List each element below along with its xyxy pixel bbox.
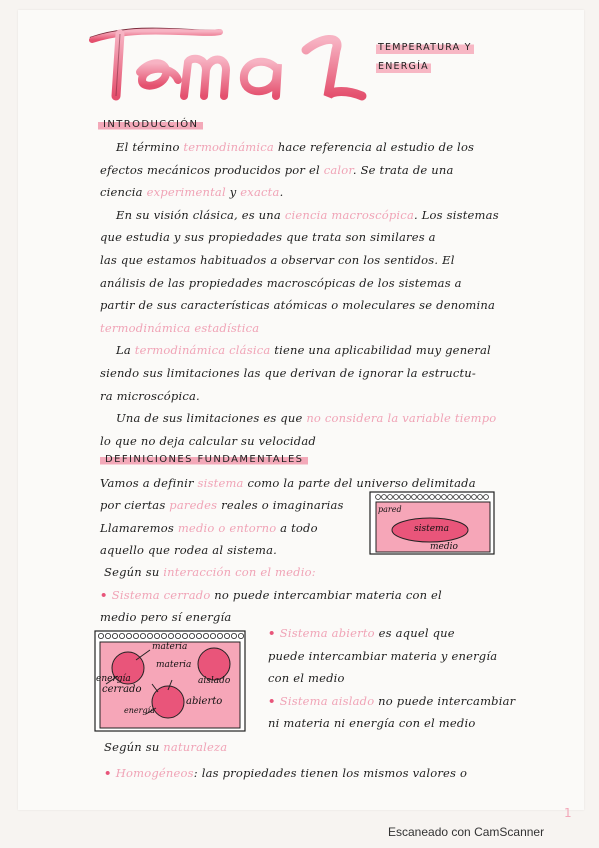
highlighted-term: Sistema cerrado [111,587,211,602]
highlighted-term: termodinámica estadística [100,320,260,335]
text-fragment: Según su [104,740,164,754]
highlighted-term: ciencia macroscópica [284,207,414,222]
highlighted-term: medio o entorno [177,520,277,535]
highlighted-term: calor [323,162,353,177]
highlighted-term: sistema [197,476,244,490]
text-fragment: aquello que rodea al sistema. [100,542,278,557]
highlighted-term: termodinámica clásica [134,343,271,358]
lines-line [100,434,316,448]
lines-line [116,140,474,154]
lines-line [100,389,200,403]
text-fragment: ra microscópica. [100,388,200,403]
text-fragment: es aquel que [374,626,455,640]
text-fragment: . [279,185,284,200]
highlighted-term: interacción con el medio: [163,565,316,580]
medio-label: medio [430,542,458,552]
lines-line [116,411,496,425]
text-fragment: no puede intercambiar materia con el [210,587,442,602]
cerrado-label: cerrado [102,684,142,695]
lines-line [100,298,495,312]
text-fragment: : las propiedades tienen los mismos valores o [193,766,468,780]
highlighted-term: exacta [240,185,280,200]
text-fragment: Según su [104,565,164,580]
text-fragment: Una de sus limitaciones es que [116,411,307,426]
def-lines-line [104,565,316,579]
right-lines-line [268,694,515,708]
text-fragment: • [100,587,112,602]
highlighted-term: Homogéneos [115,766,194,780]
def-lines-line [100,476,476,490]
def-lines-line [100,521,318,535]
def-lines-line [100,588,442,602]
subtitle-line1: TEMPERATURA Y [376,38,474,57]
text-fragment: lo que no deja calcular su velocidad [100,433,316,448]
intro-heading: INTRODUCCIÓN [98,118,203,131]
right-lines-line [268,716,475,730]
materia-label-2: materia [156,660,192,670]
highlighted-term: Sistema aislado [279,693,375,708]
scanner-watermark: Escaneado con CamScanner [388,825,545,839]
text-fragment: • [268,693,280,708]
text-fragment: por ciertas [100,498,170,513]
text-fragment: . Los sistemas [414,207,499,222]
text-fragment: • [104,766,116,780]
highlighted-term: termodinámica [183,140,274,154]
final-lines-line [104,740,227,754]
lines-line [100,253,455,267]
def-lines-line [100,610,231,624]
lines-line [100,230,436,244]
title-lettering [80,10,380,110]
text-fragment: no puede intercambiar [374,693,516,708]
text-fragment: partir de sus características atómicas o moleculares se denomina [100,298,496,313]
materia-label-1: materia [152,642,188,652]
system-types-diagram [94,630,246,732]
text-fragment: a todo [276,520,318,535]
text-fragment: • [268,626,280,640]
text-fragment: con el medio [268,671,345,685]
aislado-label: aislado [198,676,231,686]
highlighted-term: naturaleza [163,740,228,754]
text-fragment: efectos mecánicos producidos por el [100,162,324,177]
page-number: 1 [564,806,572,820]
text-fragment: En su visión clásica, es una [116,207,285,222]
right-lines-line [268,649,497,663]
text-fragment: Llamaremos [100,520,178,535]
lines-line [116,343,491,357]
text-fragment: reales o imaginarias [217,498,344,513]
lines-line [100,366,476,380]
def-lines-line [100,543,277,557]
energia-label-2: energía [124,706,155,715]
right-lines-line [268,626,455,640]
sistema-label: sistema [414,524,449,534]
abierto-label: abierto [186,696,223,707]
lines-line [100,321,259,335]
text-fragment: Vamos a definir [100,476,198,490]
text-fragment: las que estamos habituados a observar con los sentidos. El [100,253,455,267]
text-fragment: y [225,185,241,200]
text-fragment: que estudia y sus propiedades que trata son similares a [100,230,436,245]
text-fragment: ni materia ni energía con el medio [268,716,476,730]
lines-line [100,276,462,290]
text-fragment: siendo sus limitaciones las que derivan de ignorar la estructu- [100,366,476,380]
highlighted-term: experimental [146,185,226,200]
system-medium-diagram [368,490,496,556]
text-fragment: tiene una aplicabilidad muy general [270,343,491,358]
text-fragment: El término [116,140,184,154]
highlighted-term: paredes [169,498,218,513]
lines-line [100,185,283,199]
pared-label: pared [378,505,402,514]
text-fragment: como la parte del universo delimitada [243,476,476,490]
energia-label-1: energía [96,674,131,684]
text-fragment: análisis de las propiedades macroscópicas de los sistemas a [100,275,462,290]
text-fragment: . Se trata de una [352,162,454,177]
lines-line [100,163,454,177]
text-fragment: medio pero sí energía [100,609,232,624]
lines-line [116,208,499,222]
definitions-heading: DEFINICIONES FUNDAMENTALES [100,453,308,466]
subtitle-line2: ENERGÍA [376,57,431,76]
highlighted-term: no considera la variable tiempo [306,411,497,426]
def-lines-line [100,498,344,512]
text-fragment: puede intercambiar materia y energía [268,648,498,663]
text-fragment: hace referencia al estudio de los [273,140,475,154]
highlighted-term: Sistema abierto [279,626,375,640]
subtitle [376,38,526,76]
text-fragment: ciencia [100,185,147,200]
final-lines-line [104,766,467,780]
right-lines-line [268,671,345,685]
text-fragment: La [116,343,135,358]
